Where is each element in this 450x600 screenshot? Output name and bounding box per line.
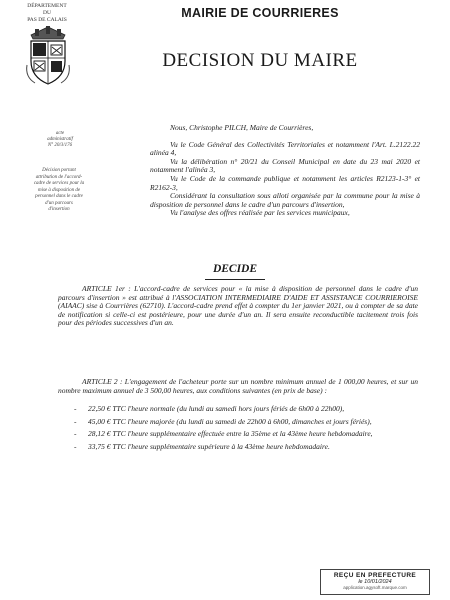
decision-object-line: mise à disposition de xyxy=(37,187,81,193)
price-item: - 33,75 € TTC l'heure supplémentaire supérieure à la 43ème heure hebdomadaire. xyxy=(72,443,417,452)
act-reference-line: N° 20/3/176 xyxy=(47,143,73,148)
preamble-paragraph: Vu le Code de la commande publique et notamment les articles R2123-1-3° et R2162-3, xyxy=(150,173,420,192)
prefecture-stamp xyxy=(320,569,430,595)
stamp-heading: REÇU EN PREFECTURE xyxy=(333,572,417,579)
price-item: - 45,00 € TTC l'heure majorée (du lundi au samedi de 22h00 à 6h00, dimanches et jours fériés), xyxy=(72,418,417,427)
decision-object-line: personnel dans le cadre xyxy=(35,194,83,199)
preamble-paragraph: Considérant la consultation sous alloti organisée par la commune pour la mise à disposition de personnel dans le cadre d'un parcours d'insertion, xyxy=(150,191,420,209)
decision-object-line: cadre de services pour la xyxy=(33,181,85,186)
decide-heading: DECIDE xyxy=(212,263,258,275)
price-item: - 28,12 € TTC l'heure supplémentaire effectuée entre la 35ème et la 43ème heure hebdomadaire, xyxy=(72,430,417,439)
article-1-text: ARTICLE 1er : L'accord-cadre de services pour « la mise à disposition de personnel dans le cadre d'un parcours d'insertion » est attribué à l'ASSOCIATION INTERMEDIAIRE D'AIDE ET ASSISTANCE COURRIEROISE (AIAAC) sise à Courrières (62710). L'accord-cadre prend effet à compter du 1er janvier 2021, ou à compter de sa date de notification si celle-ci est postérieure, pour une durée d'un an. Il sera ensuite reconductible tacitement trois fois pour des périodes successives d'un an. xyxy=(58,284,418,328)
act-reference-line: acte xyxy=(55,131,65,136)
preamble-paragraph: Vu l'analyse des offres réalisée par les services municipaux, xyxy=(170,208,350,218)
page-title: DECISION DU MAIRE xyxy=(162,50,358,71)
decision-object-line: d'insertion xyxy=(48,207,70,212)
department-heading xyxy=(18,3,76,24)
department-line: DU xyxy=(43,10,51,16)
stamp-date: le 10/01/2024 xyxy=(358,579,392,585)
department-line: DÉPARTEMENT xyxy=(27,3,67,9)
act-reference-line: administratif xyxy=(47,137,73,142)
decision-object-line: Décision portant xyxy=(42,168,76,173)
decision-object-line: d'un parcours xyxy=(45,200,73,206)
price-list xyxy=(72,405,417,455)
act-reference xyxy=(30,131,90,149)
article-1 xyxy=(58,285,418,328)
preamble-paragraph: Vu la délibération n° 20/21 du Conseil Municipal en date du 23 mai 2020 et notamment l'alinéa 3, xyxy=(150,156,420,175)
article-2-text: ARTICLE 2 : L'engagement de l'acheteur porte sur un nombre minimum annuel de 1 000,00 heures, et sur un nombre maximum annuel de 3 500,00 heures, aux conditions suivantes (en prix de base) : xyxy=(58,377,418,395)
department-line: PAS DE CALAIS xyxy=(27,17,67,23)
decision-object xyxy=(22,168,96,214)
mairie-heading: MAIRIE DE COURRIERES xyxy=(181,6,339,20)
decision-object-line: attribution de l'accord- xyxy=(35,174,83,180)
coat-of-arms-icon xyxy=(23,25,73,87)
preamble xyxy=(150,124,420,218)
stamp-url: application.agysoft.marque.com xyxy=(343,585,407,590)
preamble-intro: Nous, Christophe PILCH, Maire de Courrières, xyxy=(170,123,314,132)
article-2 xyxy=(58,378,418,395)
preamble-paragraph: Vu le Code Général des Collectivités Territoriales et notamment l'Art. L.2122.22 alinéa 4, xyxy=(150,139,420,158)
decide-underline xyxy=(205,279,265,280)
price-item: - 22,50 € TTC l'heure normale (du lundi au samedi hors jours fériés de 6h00 à 22h00), xyxy=(72,405,417,414)
